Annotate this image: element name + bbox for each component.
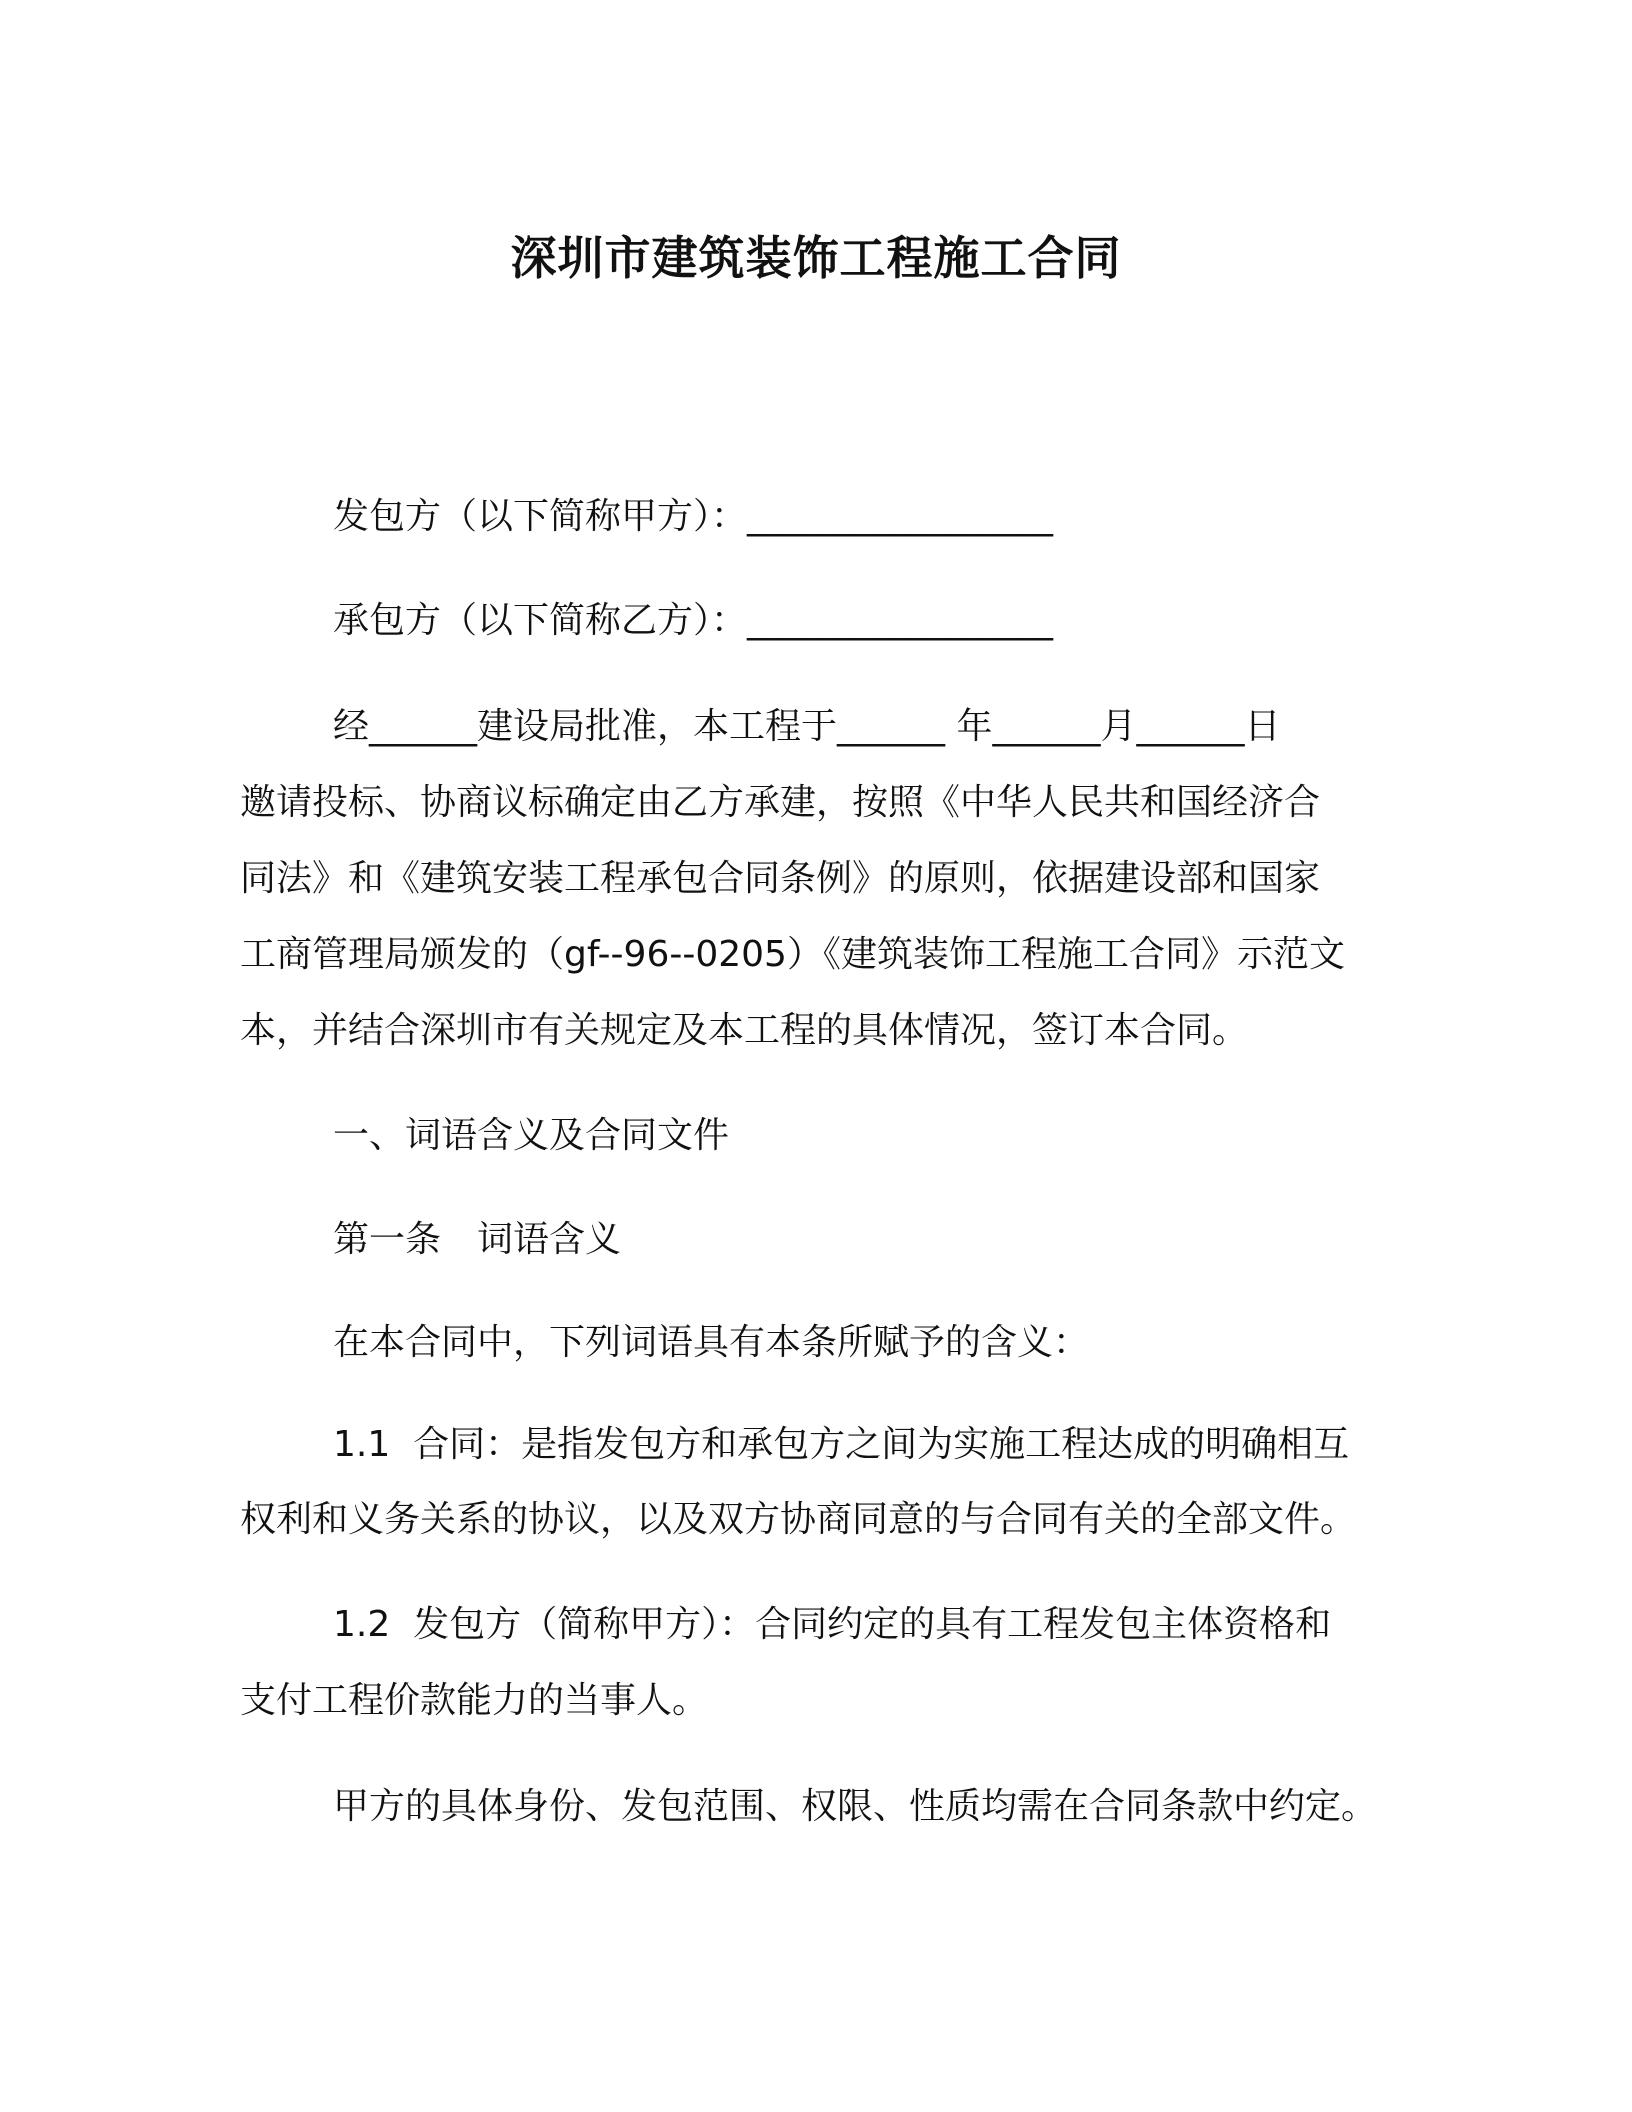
clause-1-1-cont: 权利和义务关系的协议，以及双方协商同意的与合同有关的全部文件。: [240, 1499, 1357, 1540]
preamble-line: 经______建设局批准，本工程于______ 年______月______日: [333, 706, 1281, 747]
clause-1-2-cont: 支付工程价款能力的当事人。: [240, 1680, 709, 1721]
document-title: 深圳市建筑装饰工程施工合同: [510, 231, 1122, 285]
note-line: 甲方的具体身份、发包范围、权限、性质均需在合同条款中约定。: [333, 1786, 1378, 1827]
section-heading: 一、词语含义及合同文件: [333, 1115, 730, 1156]
party-a-line: 发包方（以下简称甲方）：_________________: [333, 496, 1054, 537]
party-b-line: 承包方（以下简称乙方）：_________________: [333, 600, 1054, 641]
preamble-line: 工商管理局颁发的（gf--96--0205）《建筑装饰工程施工合同》示范文: [240, 934, 1345, 975]
intro-line: 在本合同中，下列词语具有本条所赋予的含义：: [333, 1322, 1090, 1363]
clause-1-1: 1.1 合同：是指发包方和承包方之间为实施工程达成的明确相互: [333, 1424, 1350, 1465]
preamble-line: 同法》和《建筑安装工程承包合同条例》的原则，依据建设部和国家: [240, 858, 1321, 899]
preamble-line: 邀请投标、协商议标确定由乙方承建，按照《中华人民共和国经济合: [240, 782, 1321, 823]
clause-1-2: 1.2 发包方（简称甲方）：合同约定的具有工程发包主体资格和: [333, 1604, 1332, 1645]
preamble-line: 本，并结合深圳市有关规定及本工程的具体情况，签订本合同。: [240, 1010, 1249, 1051]
article-heading: 第一条 词语含义: [333, 1219, 622, 1260]
